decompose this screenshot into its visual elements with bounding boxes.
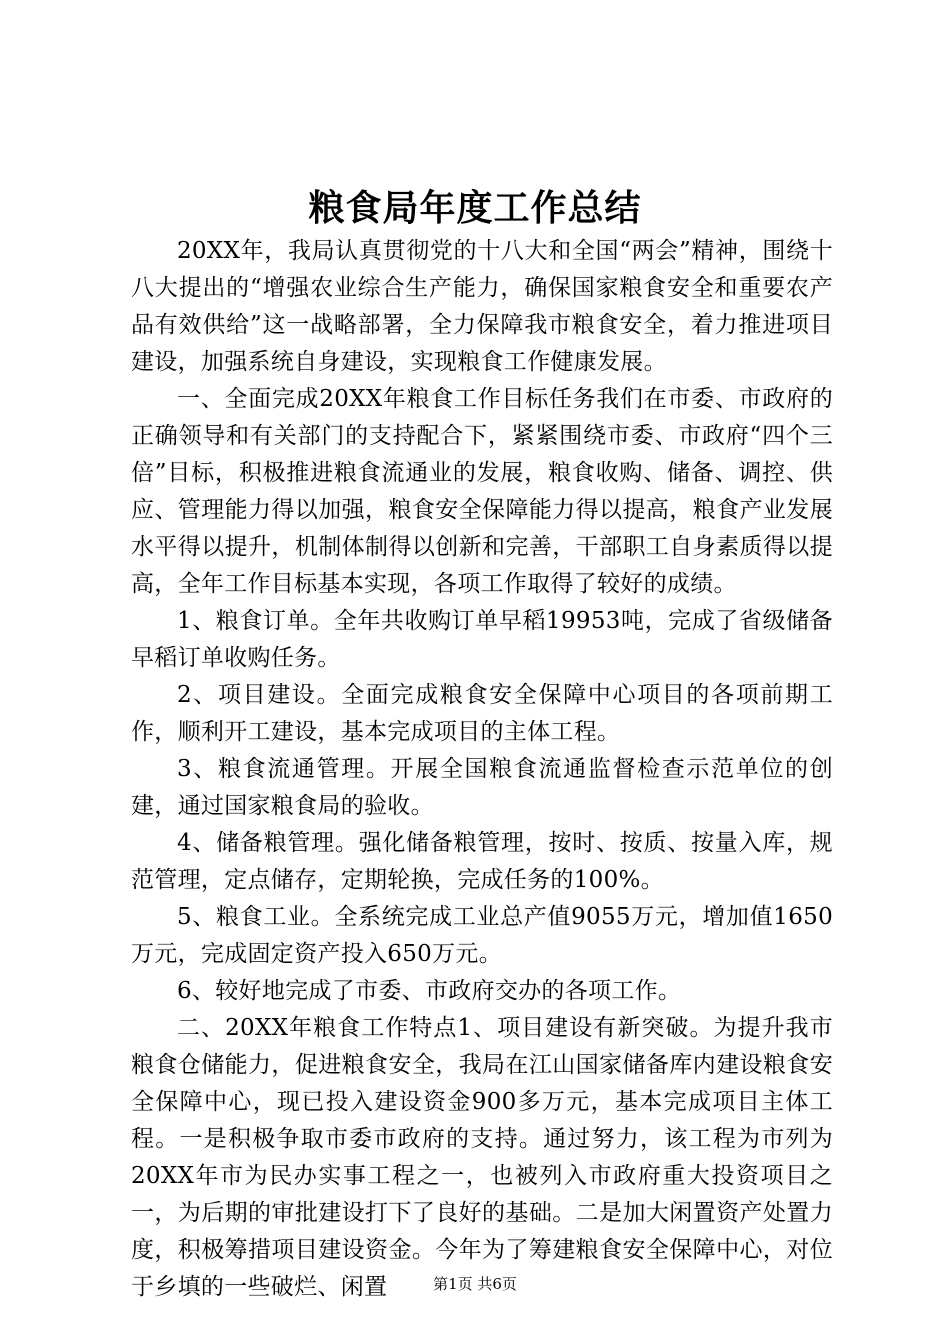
paragraph-item-circulation-management: 3、粮食流通管理。开展全国粮食流通监督检查示范单位的创建，通过国家粮食局的验收。 — [131, 756, 833, 819]
paragraph-item-assigned-work: 6、较好地完成了市委、市政府交办的各项工作。 — [177, 978, 682, 1004]
paragraph-item-grain-orders: 1、粮食订单。全年共收购订单早稻19953吨，完成了省级储备早稻订单收购任务。 — [131, 608, 833, 671]
paragraph-section-two: 二、20XX年粮食工作特点1、项目建设有新突破。为提升我市粮食仓储能力，促进粮食安全，我局在江山国家储备库内建设粮食安全保障中心，现已投入建设资金900多万元，基本完成项目主体工程。一是积极争取市委市政府的支持。通过努力，该工程为市列为20XX年市为民办实事工程之一，也被列入市政府重大投资项目之一，为后期的审批建设打下了良好的基础。二是加大闲置资产处置力度，积极筹措项目建设资金。今年为了筹建粮食安全保障中心，对位于乡填的一些破烂、闲置 — [131, 1015, 833, 1300]
paragraph-item-grain-industry: 5、粮食工业。全系统完成工业总产值9055万元，增加值1650万元，完成固定资产投入650万元。 — [131, 904, 833, 967]
document-body — [131, 233, 833, 1306]
paragraph-section-one: 一、全面完成20XX年粮食工作目标任务我们在市委、市政府的正确领导和有关部门的支持配合下，紧紧围绕市委、市政府“四个三倍”目标，积极推进粮食流通业的发展，粮食收购、储备、调控、供应、管理能力得以加强，粮食安全保障能力得以提高，粮食产业发展水平得以提升，机制体制得以创新和完善，干部职工自身素质得以提高，全年工作目标基本实现，各项工作取得了较好的成绩。 — [131, 386, 833, 597]
page-footer: 第1页 共6页 — [433, 1275, 517, 1293]
paragraph-intro: 20XX年，我局认真贯彻党的十八大和全国“两会”精神，围绕十八大提出的“增强农业综合生产能力，确保国家粮食安全和重要农产品有效供给”这一战略部署，全力保障我市粮食安全，着力推进项目建设，加强系统自身建设，实现粮食工作健康发展。 — [131, 238, 833, 375]
paragraph-item-reserve-management: 4、储备粮管理。强化储备粮管理，按时、按质、按量入库，规范管理，定点储存，定期轮换，完成任务的100%。 — [131, 830, 833, 893]
document-title: 粮食局年度工作总结 — [308, 187, 642, 229]
paragraph-item-project-construction: 2、项目建设。全面完成粮食安全保障中心项目的各项前期工作，顺利开工建设，基本完成项目的主体工程。 — [131, 682, 833, 745]
